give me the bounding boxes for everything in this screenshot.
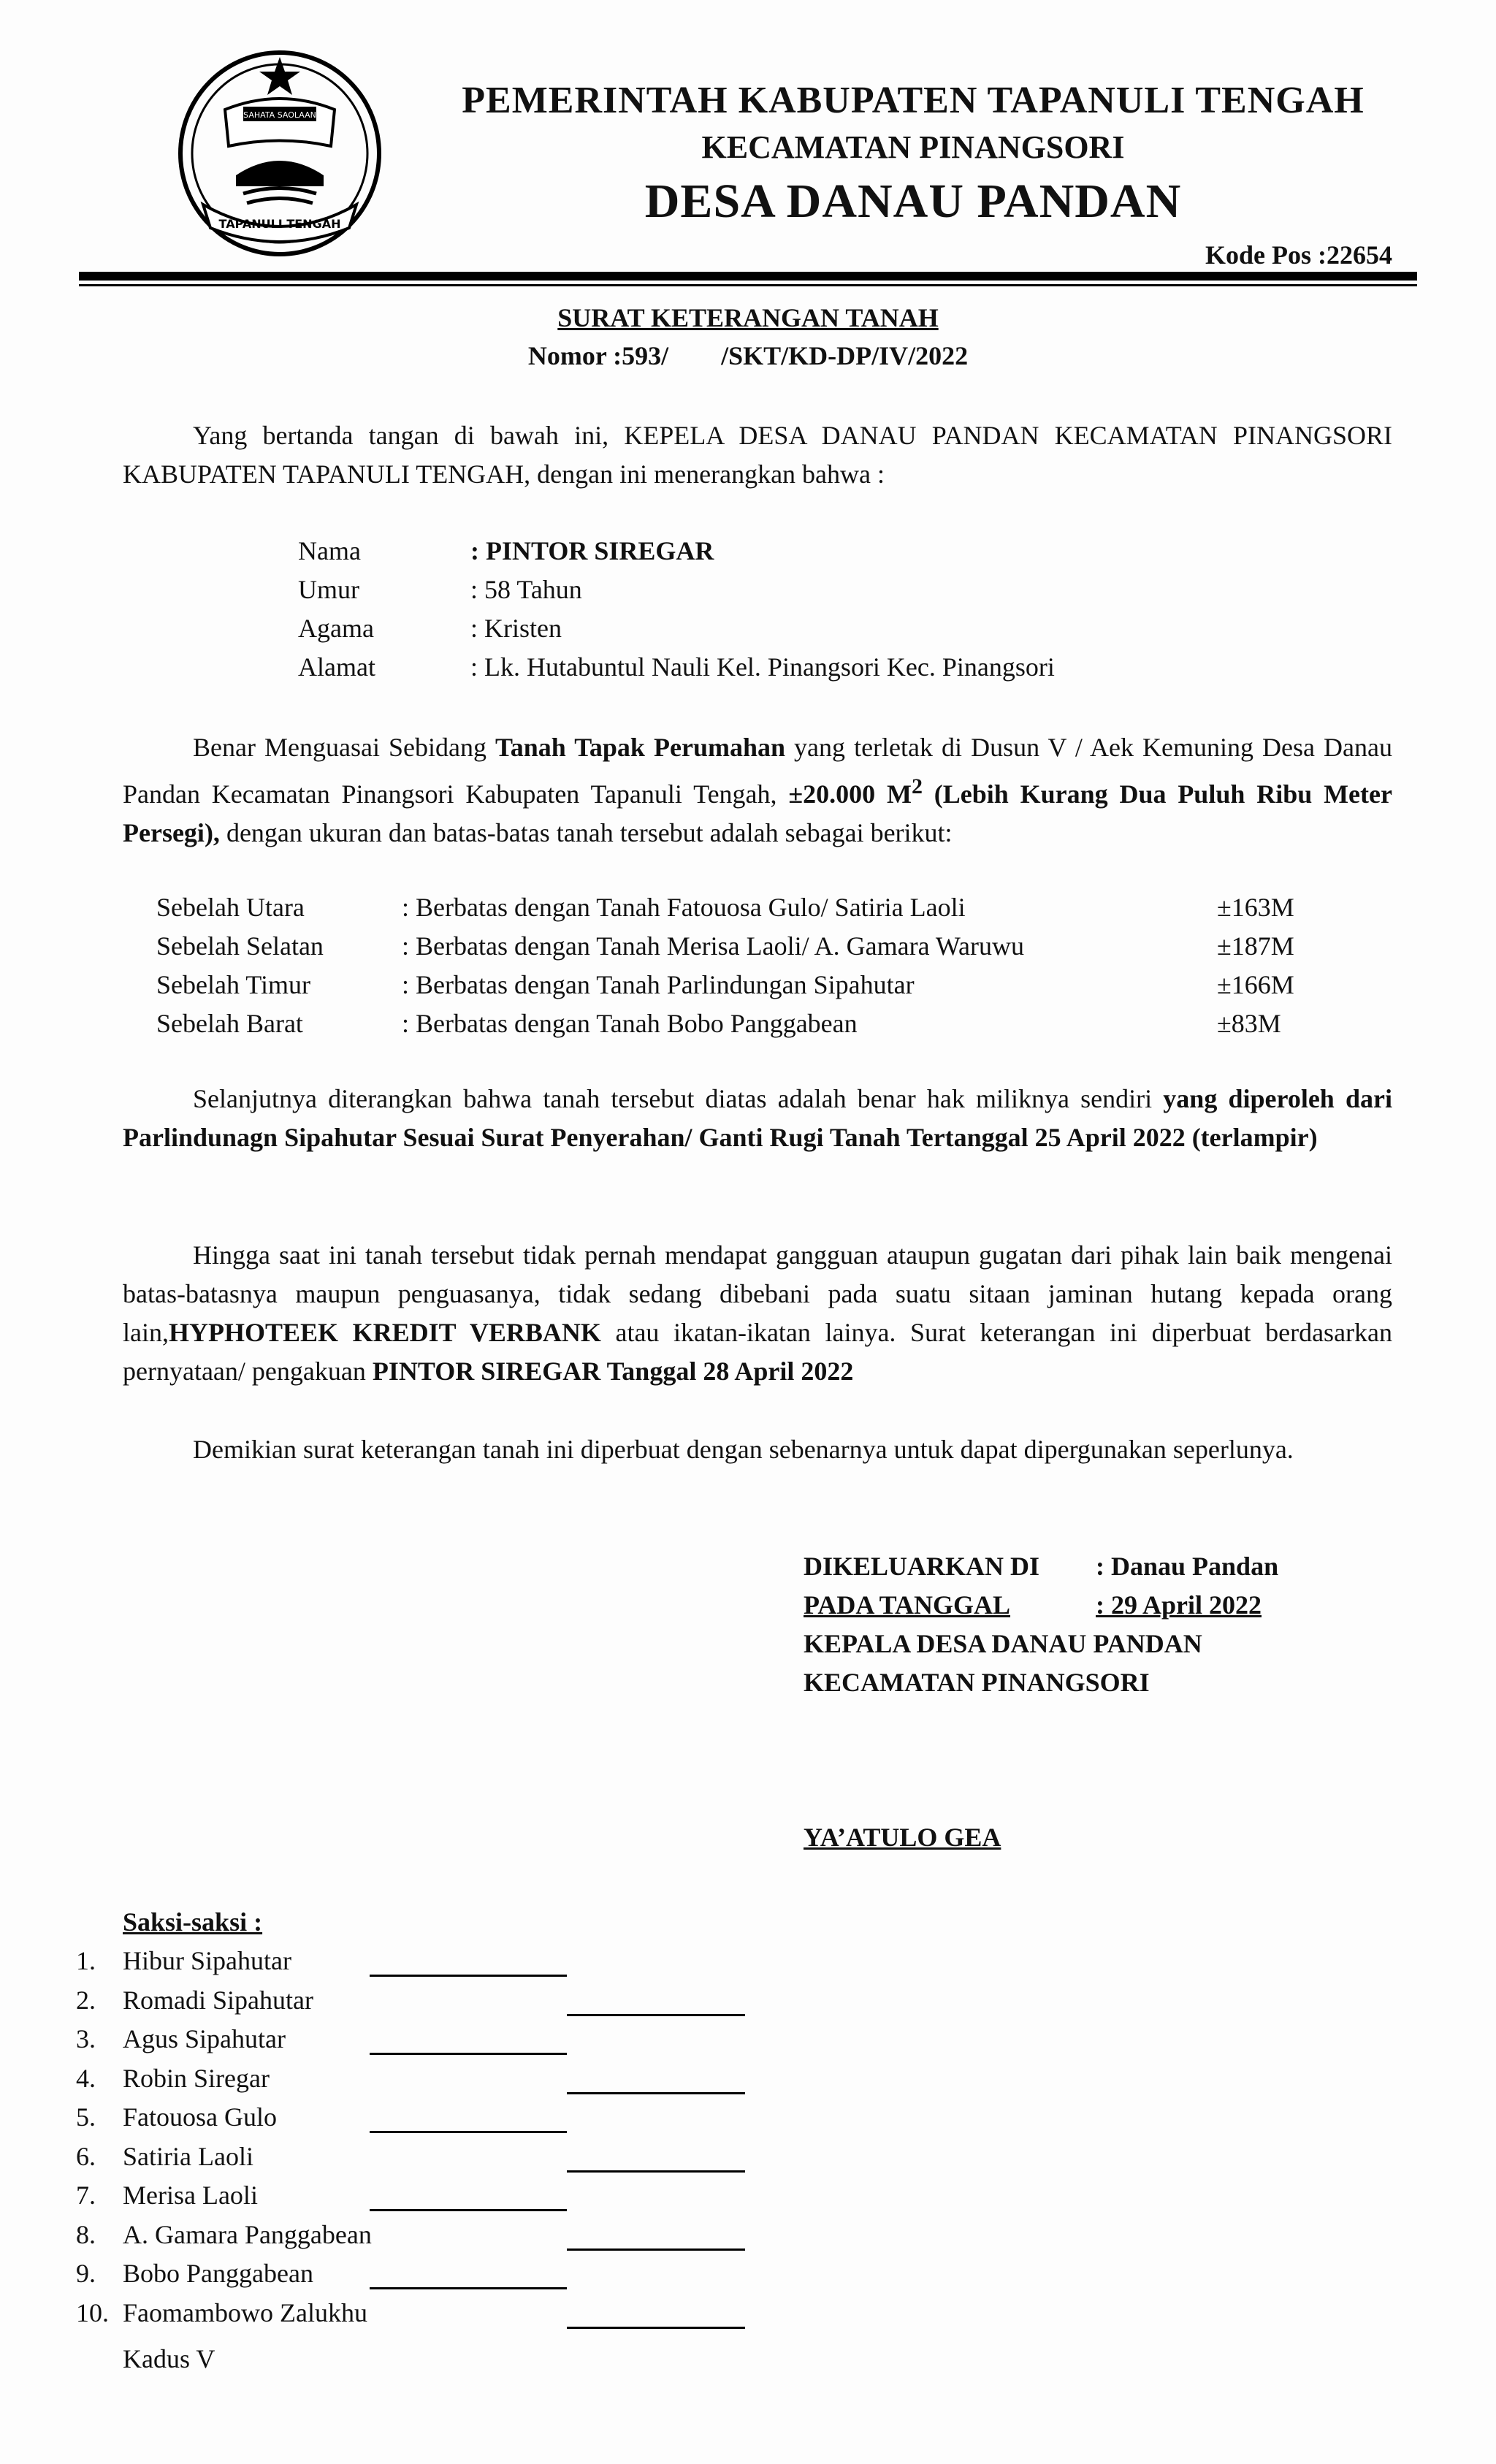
boundary-side: Sebelah Utara xyxy=(156,893,305,922)
issuance-place-label: DIKELUARKAN DI xyxy=(804,1552,1040,1581)
dispute-text: Hingga saat ini tanah tersebut tidak pernah mendapat gangguan ataupun gugatan dari pihak lain baik mengenai batas-batasnya maupun penguasanya, tidak sedang dibebani pada suatu sitaan jaminan hutang kepada orang lain, xyxy=(123,1240,1392,1347)
ownership-source: yang diperoleh dari Parlindunagn Sipahutar Sesuai Surat Penyerahan/ Ganti Rugi Tanah Tertanggal 25 April 2022 (terlampir) xyxy=(123,1084,1392,1152)
boundary-side: Sebelah Timur xyxy=(156,970,311,999)
signature-line xyxy=(567,2170,745,2173)
issuance-place-value: : Danau Pandan xyxy=(1096,1552,1279,1581)
witness-number: 5. xyxy=(76,2102,96,2132)
witness-number: 1. xyxy=(76,1946,96,1975)
witness-name: Agus Sipahutar xyxy=(123,2024,286,2053)
header-government-name: PEMERINTAH KABUPATEN TAPANULI TENGAH xyxy=(462,80,1365,121)
identity-row xyxy=(298,648,1055,687)
witness-row xyxy=(76,2137,777,2177)
witness-row xyxy=(76,2059,777,2099)
header-divider-thin xyxy=(79,284,1417,286)
witness-number: 7. xyxy=(76,2181,96,2210)
land-area: ±20.000 M xyxy=(788,779,912,809)
boundary-description: : Berbatas dengan Tanah Merisa Laoli/ A. Gamara Waruwu xyxy=(402,931,1024,961)
witness-row xyxy=(76,2020,777,2059)
dispute-declarant: PINTOR SIREGAR Tanggal 28 April 2022 xyxy=(372,1357,854,1386)
witness-name: Merisa Laoli xyxy=(123,2181,258,2210)
identity-value-age: : 58 Tahun xyxy=(470,575,582,604)
signature-line xyxy=(567,2092,745,2094)
issuance-place-row xyxy=(804,1547,1278,1586)
logo-banner-text: SAHATA SAOLAAN xyxy=(243,110,316,120)
regency-emblem-logo xyxy=(174,37,386,263)
signature-line xyxy=(370,2053,567,2055)
witness-number: 4. xyxy=(76,2063,96,2093)
land-text: Benar Menguasai Sebidang xyxy=(193,733,496,762)
signer-position-subdistrict: KECAMATAN PINANGSORI xyxy=(804,1668,1150,1697)
boundary-description: : Berbatas dengan Tanah Fatouosa Gulo/ Satiria Laoli xyxy=(402,893,966,922)
boundaries-table xyxy=(156,888,1334,1043)
signer-position: KEPALA DESA DANAU PANDAN xyxy=(804,1629,1202,1658)
closing-paragraph xyxy=(123,1430,1392,1469)
dispute-mortgage: HYPHOTEEK KREDIT VERBANK xyxy=(168,1318,601,1347)
postal-code: Kode Pos :22654 xyxy=(1205,240,1392,270)
signature-line xyxy=(370,2209,567,2211)
signature-line xyxy=(370,2131,567,2133)
witness-row xyxy=(76,1981,777,2021)
witness-number: 9. xyxy=(76,2259,96,2288)
identity-row xyxy=(298,532,1055,571)
boundary-row xyxy=(156,927,1334,966)
identity-value-address: : Lk. Hutabuntul Nauli Kel. Pinangsori Kec. Pinangsori xyxy=(470,652,1055,682)
boundary-row xyxy=(156,1004,1334,1043)
header-village: DESA DANAU PANDAN xyxy=(644,175,1182,228)
witness-number: 3. xyxy=(76,2024,96,2053)
issuance-date-label: PADA TANGGAL xyxy=(804,1590,1011,1620)
boundary-row xyxy=(156,966,1334,1004)
witness-name: Hibur Sipahutar xyxy=(123,1946,291,1975)
land-location: yang terletak di Dusun V / Aek Kemuning Desa Danau Pandan Kecamatan Pinangsori Kabupaten Tapanuli Tengah, xyxy=(123,733,1392,809)
document-number: Nomor :593/ /SKT/KD-DP/IV/2022 xyxy=(527,341,969,370)
logo-ribbon-text: TAPANULI TENGAH xyxy=(218,217,341,231)
witness-number: 2. xyxy=(76,1985,96,2015)
issuance-block xyxy=(804,1547,1278,1702)
land-paragraph xyxy=(123,728,1392,853)
identity-label: Umur xyxy=(298,575,359,604)
witness-row xyxy=(76,2176,777,2216)
ownership-text: Selanjutnya diterangkan bahwa tanah tersebut diatas adalah benar hak miliknya sendiri xyxy=(193,1084,1164,1113)
boundary-side: Sebelah Barat xyxy=(156,1009,303,1038)
witnesses-title: Saksi-saksi : xyxy=(123,1907,263,1937)
identity-row xyxy=(298,571,1055,609)
signature-line xyxy=(567,2249,745,2251)
witness-name: Bobo Panggabean xyxy=(123,2259,313,2288)
witness-row xyxy=(76,2216,777,2255)
identity-label: Alamat xyxy=(298,652,375,682)
witness-name: A. Gamara Panggabean xyxy=(123,2219,372,2249)
closing-text: Demikian surat keterangan tanah ini diperbuat dengan sebenarnya untuk dapat dipergunakan seperlunya. xyxy=(193,1435,1294,1464)
witness-row xyxy=(76,2294,777,2333)
signature-line xyxy=(567,2327,745,2329)
boundary-description: : Berbatas dengan Tanah Bobo Panggabean xyxy=(402,1009,858,1038)
witness-number: 6. xyxy=(76,2141,96,2171)
land-type: Tanah Tapak Perumahan xyxy=(495,733,785,762)
land-text-end: dengan ukuran dan batas-batas tanah tersebut adalah sebagai berikut: xyxy=(219,818,953,847)
boundary-description: : Berbatas dengan Tanah Parlindungan Sipahutar xyxy=(402,970,915,999)
signature-line xyxy=(370,2287,567,2289)
witness-name: Romadi Sipahutar xyxy=(123,1985,313,2015)
identity-value-name: : PINTOR SIREGAR xyxy=(470,536,714,565)
witness-name: Satiria Laoli xyxy=(123,2141,253,2171)
document-title: SURAT KETERANGAN TANAH xyxy=(557,303,939,332)
dispute-text-continued: atau ikatan-ikatan lainya. Surat keterangan ini diperbuat berdasarkan pernyataan/ pengakuan xyxy=(123,1318,1393,1386)
identity-block xyxy=(298,532,1055,687)
ownership-paragraph xyxy=(123,1080,1392,1157)
boundary-side: Sebelah Selatan xyxy=(156,931,324,961)
identity-value-religion: : Kristen xyxy=(470,614,562,643)
issuance-date-row xyxy=(804,1586,1278,1625)
intro-paragraph xyxy=(123,416,1392,494)
identity-label: Agama xyxy=(298,614,374,643)
header-divider-thick xyxy=(79,272,1417,281)
witness-note: Kadus V xyxy=(123,2344,215,2373)
witness-row xyxy=(76,2098,777,2137)
header-subdistrict: KECAMATAN PINANGSORI xyxy=(701,129,1125,165)
identity-label: Nama xyxy=(298,536,361,565)
witness-row xyxy=(76,1942,777,1981)
boundary-length: ±187M xyxy=(1217,931,1294,961)
identity-row xyxy=(298,609,1055,648)
witnesses-list xyxy=(76,1942,777,2333)
boundary-row xyxy=(156,888,1334,927)
witness-name: Fatouosa Gulo xyxy=(123,2102,277,2132)
intro-text: Yang bertanda tangan di bawah ini, KEPELA DESA DANAU PANDAN KECAMATAN PINANGSORI KABUPATEN TAPANULI TENGAH, dengan ini menerangkan bahwa : xyxy=(123,421,1392,489)
land-area-words: (Lebih Kurang Dua Puluh Ribu Meter Persegi), xyxy=(123,779,1392,847)
dispute-paragraph xyxy=(123,1236,1392,1391)
witness-row xyxy=(76,2254,777,2294)
issuance-date-value: : 29 April 2022 xyxy=(1096,1590,1262,1620)
boundary-length: ±163M xyxy=(1217,893,1294,922)
signature-line xyxy=(567,2014,745,2016)
witness-name: Faomambowo Zalukhu xyxy=(123,2297,367,2327)
witness-number: 8. xyxy=(76,2219,96,2249)
boundary-length: ±83M xyxy=(1217,1009,1281,1038)
witness-name: Robin Siregar xyxy=(123,2063,270,2093)
witness-number: 10. xyxy=(76,2297,109,2327)
boundary-length: ±166M xyxy=(1217,970,1294,999)
signer-name: YA’ATULO GEA xyxy=(804,1823,1001,1852)
land-area-exponent: 2 xyxy=(911,774,923,798)
signature-line xyxy=(370,1975,567,1977)
